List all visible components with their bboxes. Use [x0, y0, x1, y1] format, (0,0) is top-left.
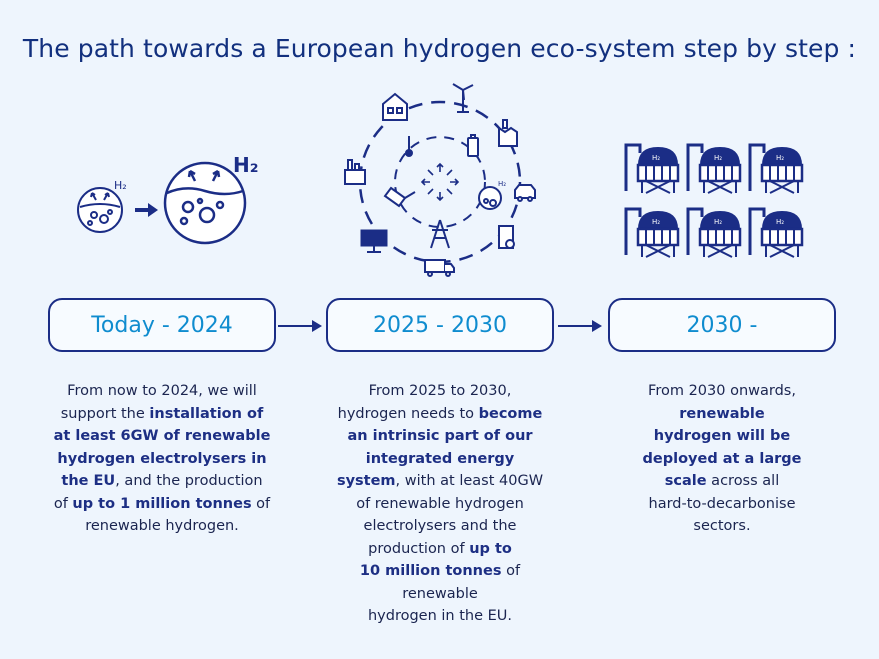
stage-2030-onwards[interactable]: 2030 - [608, 298, 836, 352]
description-emphasis: an intrinsic part of our [347, 428, 533, 444]
description-text: hard-to-decarbonise [648, 495, 796, 512]
tank-h2-label: H₂ [776, 218, 785, 226]
stage-2025-2030[interactable]: 2025 - 2030 [326, 298, 554, 352]
description-emphasis: renewable [679, 405, 765, 422]
description-text: of renewable hydrogen [356, 495, 524, 512]
description-text: of [251, 495, 271, 512]
center-h2-label: H₂ [498, 180, 507, 188]
tank-h2-label: H₂ [652, 154, 661, 162]
description-text: production of [368, 540, 470, 557]
hydrogen-tank-icon [750, 145, 802, 193]
hydrogen-tank-icon [626, 209, 678, 257]
stage3-illustration [622, 135, 812, 260]
factory-icon [499, 120, 517, 146]
building-icon [499, 226, 514, 248]
description-emphasis: become [478, 405, 543, 422]
stage-1-description [30, 380, 294, 538]
hydrogen-bubble-icon [479, 187, 501, 209]
description-emphasis: up to 1 million tonnes [72, 495, 252, 512]
car-icon [515, 185, 535, 201]
small-h2-label: H₂ [114, 179, 127, 192]
solar-panel-icon [361, 230, 387, 252]
power-pylon-icon [431, 220, 449, 248]
description-text: support the [60, 405, 150, 422]
fuel-pump-icon [385, 188, 415, 206]
description-emphasis: the EU [61, 473, 116, 489]
wind-turbine-icon [453, 84, 473, 112]
hydrogen-tank-icon [688, 145, 740, 193]
description-emphasis: scale [664, 473, 707, 489]
description-emphasis: installation of [149, 405, 264, 422]
arrow-icon [278, 316, 324, 336]
description-text: hydrogen needs to [337, 405, 479, 422]
description-text: renewable hydrogen. [85, 518, 239, 534]
page-title: The path towards a European hydrogen eco-system step by step : [22, 34, 857, 63]
description-emphasis: integrated energy [365, 450, 515, 467]
description-text: From now to 2024, we will [67, 383, 257, 399]
hydrogen-tank-icon [750, 209, 802, 257]
stage2-illustration [335, 80, 545, 280]
tank-h2-label: H₂ [714, 154, 723, 162]
center-arrows-icon [422, 164, 458, 200]
description-emphasis: up to [469, 540, 512, 557]
description-text: across all [706, 473, 780, 489]
description-emphasis: deployed at a large [642, 450, 802, 467]
description-text: hydrogen in the EU. [367, 608, 513, 624]
description-emphasis: hydrogen electrolysers in [57, 450, 267, 467]
stage1-illustration [70, 145, 270, 250]
tank-h2-label: H₂ [776, 154, 785, 162]
description-emphasis: system [336, 473, 396, 489]
large-h2-label: H₂ [233, 153, 259, 177]
description-text: of [53, 495, 73, 512]
tank-h2-label: H₂ [714, 218, 723, 226]
description-emphasis: hydrogen will be [653, 428, 791, 444]
thermometer-icon [406, 136, 412, 156]
description-text: sectors. [693, 518, 751, 534]
description-text: electrolysers and the [363, 518, 517, 534]
description-text: renewable [402, 585, 478, 602]
stage-3-description [588, 380, 856, 538]
house-icon [383, 94, 407, 120]
description-emphasis: 10 million tonnes [359, 563, 502, 579]
battery-icon [468, 135, 478, 156]
stage-2-description [306, 380, 574, 628]
tank-h2-label: H₂ [652, 218, 661, 226]
description-text: , and the production [115, 473, 263, 489]
stage-today-2024[interactable]: Today - 2024 [48, 298, 276, 352]
hydrogen-tank-icon [688, 209, 740, 257]
hydrogen-tank-icon [626, 145, 678, 193]
description-text: From 2025 to 2030, [368, 383, 512, 399]
small-hydrogen-cell-icon [78, 188, 122, 232]
arrow-icon [558, 316, 604, 336]
description-emphasis: at least 6GW of renewable [53, 428, 271, 444]
description-text: of [501, 563, 521, 579]
description-text: , with at least 40GW [395, 473, 544, 489]
industry-icon [345, 160, 365, 184]
description-text: From 2030 onwards, [648, 383, 796, 399]
right-arrow-icon [135, 203, 158, 217]
